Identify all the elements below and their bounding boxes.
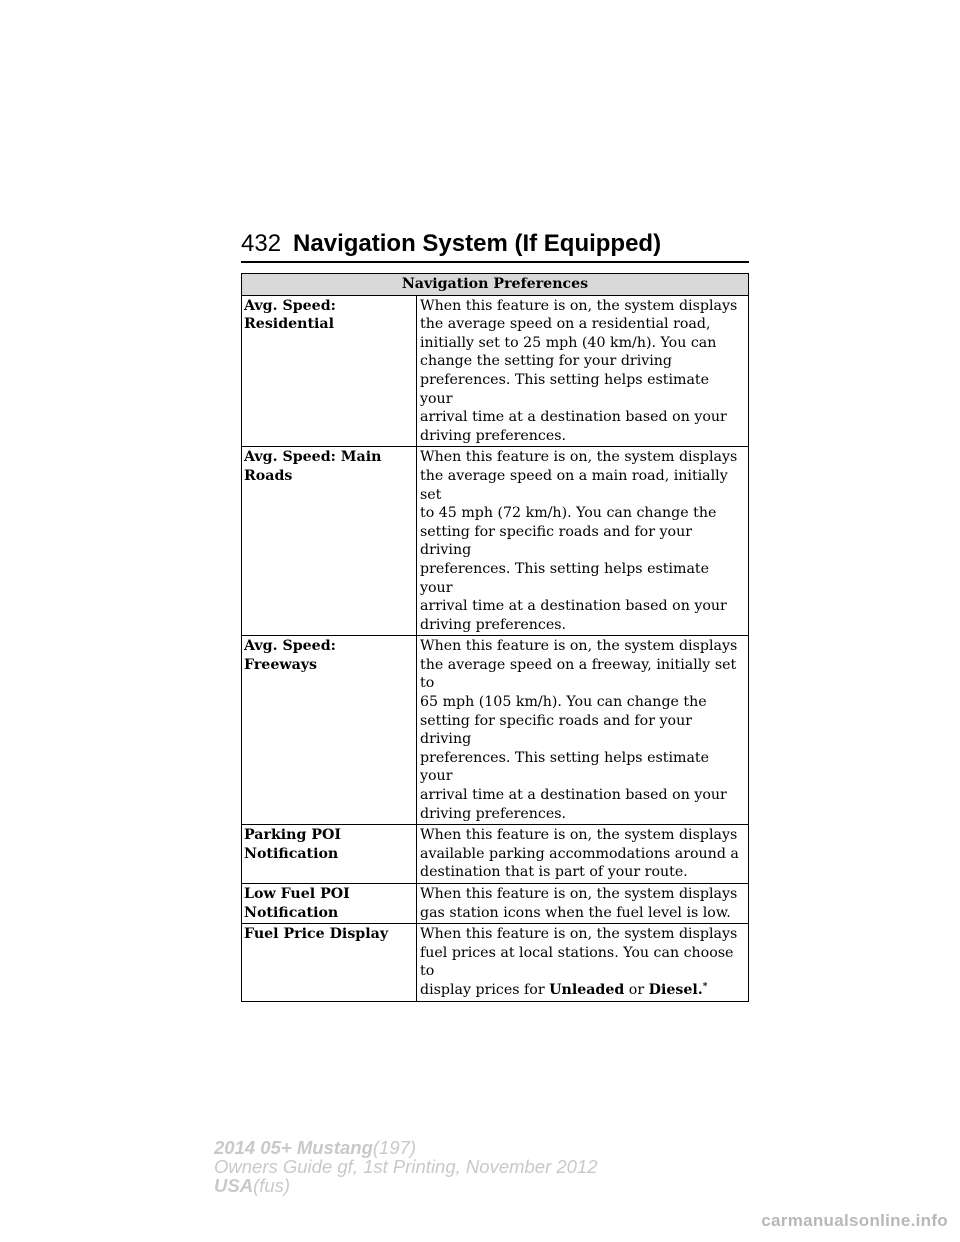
description-line: preferences. This setting helps estimate your — [420, 371, 710, 407]
description-line: arrival time at a destination based on your — [420, 598, 727, 615]
term-line: Fuel Price Display — [244, 926, 389, 943]
table-row — [242, 447, 749, 636]
page-header — [241, 230, 749, 258]
term-line: Avg. Speed: Main — [244, 449, 382, 466]
term-line: Avg. Speed: — [244, 297, 336, 314]
table-header-row — [242, 274, 749, 296]
description-line: driving preferences. — [420, 805, 567, 822]
table-title: Navigation Preferences — [242, 274, 749, 296]
footnote-mark: * — [702, 981, 708, 992]
description-line: preferences. This setting helps estimate your — [420, 560, 710, 596]
footer-model: 2014 05+ Mustang — [214, 1137, 373, 1158]
footer-market: USA — [214, 1175, 254, 1196]
description-line: available parking accommodations around a — [420, 845, 739, 862]
description-line: gas station icons when the fuel level is low. — [420, 904, 731, 921]
footer-page-code: (197) — [372, 1137, 417, 1158]
description-line: the average speed on a main road, initially set — [420, 467, 728, 503]
table-row — [242, 636, 749, 825]
description-line: arrival time at a destination based on your — [420, 787, 727, 804]
term-line: Roads — [244, 467, 293, 484]
description-line: to 45 mph (72 km/h). You can change the — [420, 505, 717, 522]
description-line: the average speed on a residential road, — [420, 316, 711, 333]
description-line: 65 mph (105 km/h). You can change the — [420, 694, 707, 711]
term-line: Residential — [244, 316, 334, 333]
row-description — [417, 924, 749, 1001]
description-line: When this feature is on, the system displays — [420, 297, 738, 314]
table-row — [242, 825, 749, 884]
term-line: Avg. Speed: Freeways — [244, 638, 336, 673]
table-row — [242, 295, 749, 447]
description-line: initially set to 25 mph (40 km/h). You can — [420, 334, 717, 351]
footer-line-3 — [214, 1176, 598, 1195]
description-line: When this feature is on, the system displays — [420, 638, 738, 655]
term-line: Notification — [244, 845, 339, 862]
term-line: Low Fuel POI — [244, 886, 350, 902]
option-prefix-text: display prices for — [420, 981, 550, 998]
page-number: 432 — [241, 230, 282, 257]
description-line: preferences. This setting helps estimate your — [420, 749, 710, 785]
option-joiner-text: or — [624, 981, 649, 998]
footer-line-1 — [214, 1138, 598, 1157]
footer-market-code: (fus) — [253, 1175, 291, 1196]
option-diesel: Diesel. — [648, 981, 703, 998]
row-description — [417, 447, 749, 636]
document-footer — [214, 1138, 598, 1195]
description-line: When this feature is on, the system displays — [420, 926, 738, 943]
description-line: fuel prices at local stations. You can choose to — [420, 944, 734, 980]
description-line: arrival time at a destination based on your — [420, 409, 727, 426]
row-description — [417, 825, 749, 884]
description-line: When this feature is on, the system displays — [420, 827, 738, 844]
footer-line-2: Owners Guide gf, 1st Printing, November 2012 — [214, 1156, 598, 1177]
description-line: driving preferences. — [420, 616, 567, 633]
section-title: Navigation System (If Equipped) — [293, 230, 662, 257]
description-line: driving preferences. — [420, 427, 567, 444]
term-line: Parking POI — [244, 827, 342, 844]
header-rule — [241, 261, 749, 263]
navigation-preferences-table — [241, 273, 749, 1002]
table-row — [242, 924, 749, 1001]
description-line: setting for specific roads and for your driving — [420, 712, 692, 748]
description-line: the average speed on a freeway, initially set to — [420, 656, 737, 692]
description-line: setting for specific roads and for your driving — [420, 523, 692, 559]
row-term — [242, 924, 417, 1001]
description-line: When this feature is on, the system displays — [420, 886, 738, 902]
row-term — [242, 447, 417, 636]
table-row — [242, 884, 749, 924]
description-line: destination that is part of your route. — [420, 864, 688, 881]
row-term — [242, 295, 417, 447]
table-body — [242, 295, 749, 1001]
watermark: carmanualsonline.info — [761, 1211, 948, 1230]
row-description — [417, 884, 749, 924]
row-description — [417, 295, 749, 447]
row-term — [242, 636, 417, 825]
description-line — [420, 981, 744, 1000]
option-unleaded: Unleaded — [549, 981, 625, 998]
row-description — [417, 636, 749, 825]
row-term — [242, 825, 417, 884]
description-line: When this feature is on, the system displays — [420, 449, 738, 466]
term-line: Notification — [244, 904, 339, 921]
description-line: change the setting for your driving — [420, 353, 673, 370]
row-term — [242, 884, 417, 924]
